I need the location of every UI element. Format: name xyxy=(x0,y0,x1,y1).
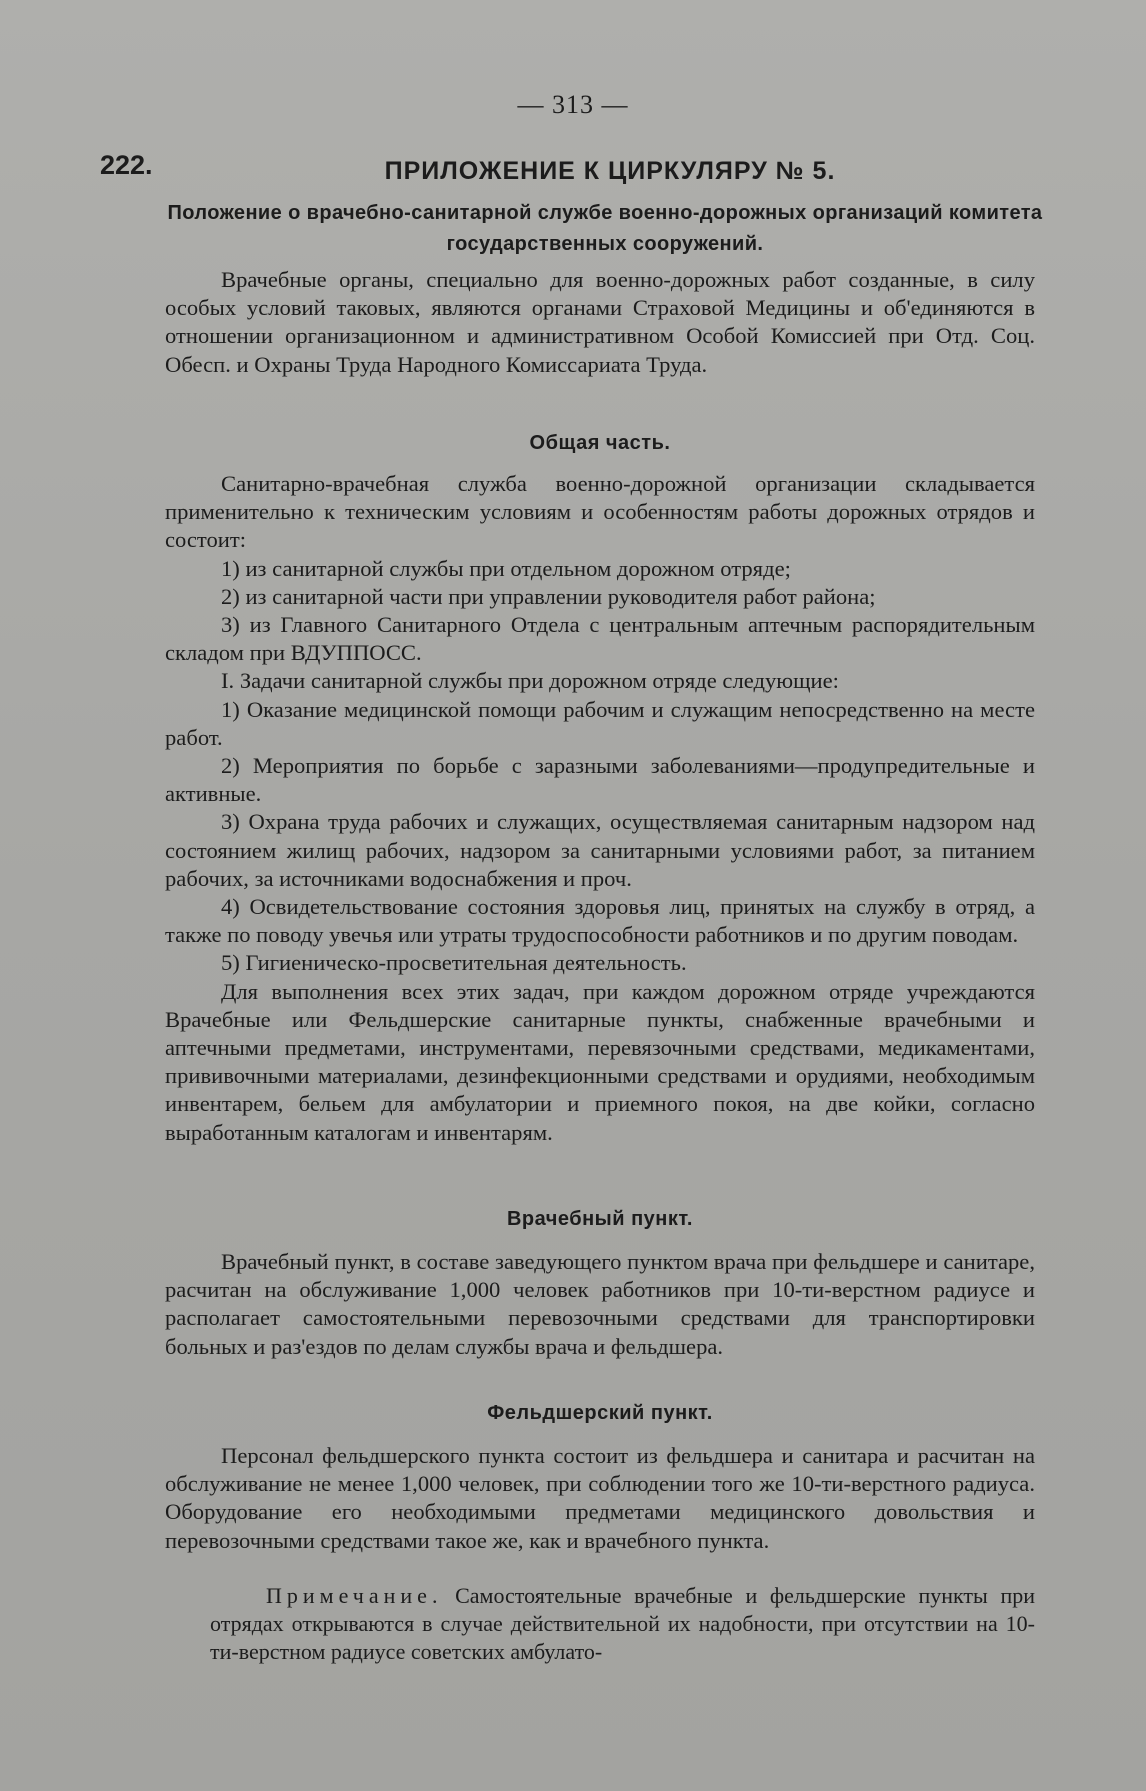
intro-block xyxy=(165,266,1035,379)
feldsher-point-text: Персонал фельдшерского пункта состоит из фельдшера и санитара и расчитан на обслуживание не менее 1,000 человек, при соблюдении того же 10-ти-верстного радиуса. Оборудование его необходимыми предметами медицинского довольствия и перевозочными средствами такое же, как и врачебного пункта. xyxy=(165,1443,1035,1553)
structure-item: 1) из санитарной службы при отдельном дорожном отряде; xyxy=(221,555,791,581)
note-label: Примечание. xyxy=(266,1583,443,1608)
general-section xyxy=(165,470,1035,1147)
appendix-title: ПРИЛОЖЕНИЕ К ЦИРКУЛЯРУ № 5. xyxy=(384,157,836,185)
task-item: 5) Гигиеническо-просветительная деятельность. xyxy=(221,950,687,976)
general-closing: Для выполнения всех этих задач, при каждом дорожном отряде учреждаются Врачебные или Фельдшерские санитарные пункты, снабженные врачебными и аптечными предметами, инструментами, перевязочными средствами, медикаментами, прививочными материалами, дезинфекционными средствами и орудиями, необходимым инвентарем, бельем для амбулатории и приемного покоя, на две койки, согласно выработанным каталогам и инвентарям. xyxy=(165,978,1035,1145)
note-text: Самостоятельные врачебные и фельдшерские пункты при отрядах открываются в случае действительной их надобности, при отсутствии на 10-ти-верстном радиусе советских амбулато- xyxy=(210,1583,1035,1664)
feldsher-point-section xyxy=(165,1442,1035,1555)
note-paragraph xyxy=(210,1582,1035,1666)
doctor-point-text: Врачебный пункт, в составе заведующего пунктом врача при фельдшере и санитаре, расчитан на обслуживание 1,000 человек работников при 10-ти-верстном радиусе и располагает самостоятельными перевозочными средствами для транспортировки больных и раз'ездов по делам службы врача и фельдшера. xyxy=(165,1249,1035,1359)
task-item: 3) Охрана труда рабочих и служащих, осуществляемая санитарным надзором над состоянием жилищ рабочих, надзором за санитарными условиями работ, за питанием рабочих, за источниками водоснабжения и проч. xyxy=(165,809,1035,891)
task-item: 1) Оказание медицинской помощи рабочим и служащим непосредственно на месте работ. xyxy=(165,696,1035,750)
structure-item: 2) из санитарной части при управлении руководителя работ района; xyxy=(221,583,876,609)
note-block xyxy=(210,1582,1035,1666)
tasks-lead: I. Задачи санитарной службы при дорожном отряде следующие: xyxy=(221,668,839,694)
intro-paragraph: Врачебные органы, специально для военно-дорожных работ созданные, в силу особых условий таковых, являются органами Страховой Медицины и об'единяются в отношении организационном и административном Особой Комиссией при Отд. Соц. Обесп. и Охраны Труда Народного Комиссариата Труда. xyxy=(165,267,1035,377)
general-lead: Санитарно-врачебная служба военно-дорожной организации складывается применительно к техническим условиям и особенностям работы дорожных отрядов и состоит: xyxy=(165,471,1035,553)
regulation-subtitle: Положение о врачебно-санитарной службе военно-дорожных организаций комитета государственных сооружений. xyxy=(167,202,1043,255)
section-heading-general: Общая часть. xyxy=(529,432,671,454)
page-number: — 313 — xyxy=(517,90,629,119)
task-item: 4) Освидетельствование состояния здоровья лиц, принятых на службу в отряд, а также по поводу увечья или утраты трудоспособности работников и по другим поводам. xyxy=(165,894,1035,948)
structure-item: 3) из Главного Санитарного Отдела с центральным аптечным распорядительным складом при ВДУППОСС. xyxy=(165,612,1035,666)
section-heading-feldsher-point: Фельдшерский пункт. xyxy=(487,1402,713,1424)
doctor-point-section xyxy=(165,1248,1035,1361)
document-number: 222. xyxy=(100,150,153,180)
task-item: 2) Мероприятия по борьбе с заразными заболеваниями—продупредительные и активные. xyxy=(165,753,1035,807)
section-heading-doctor-point: Врачебный пункт. xyxy=(506,1208,693,1230)
